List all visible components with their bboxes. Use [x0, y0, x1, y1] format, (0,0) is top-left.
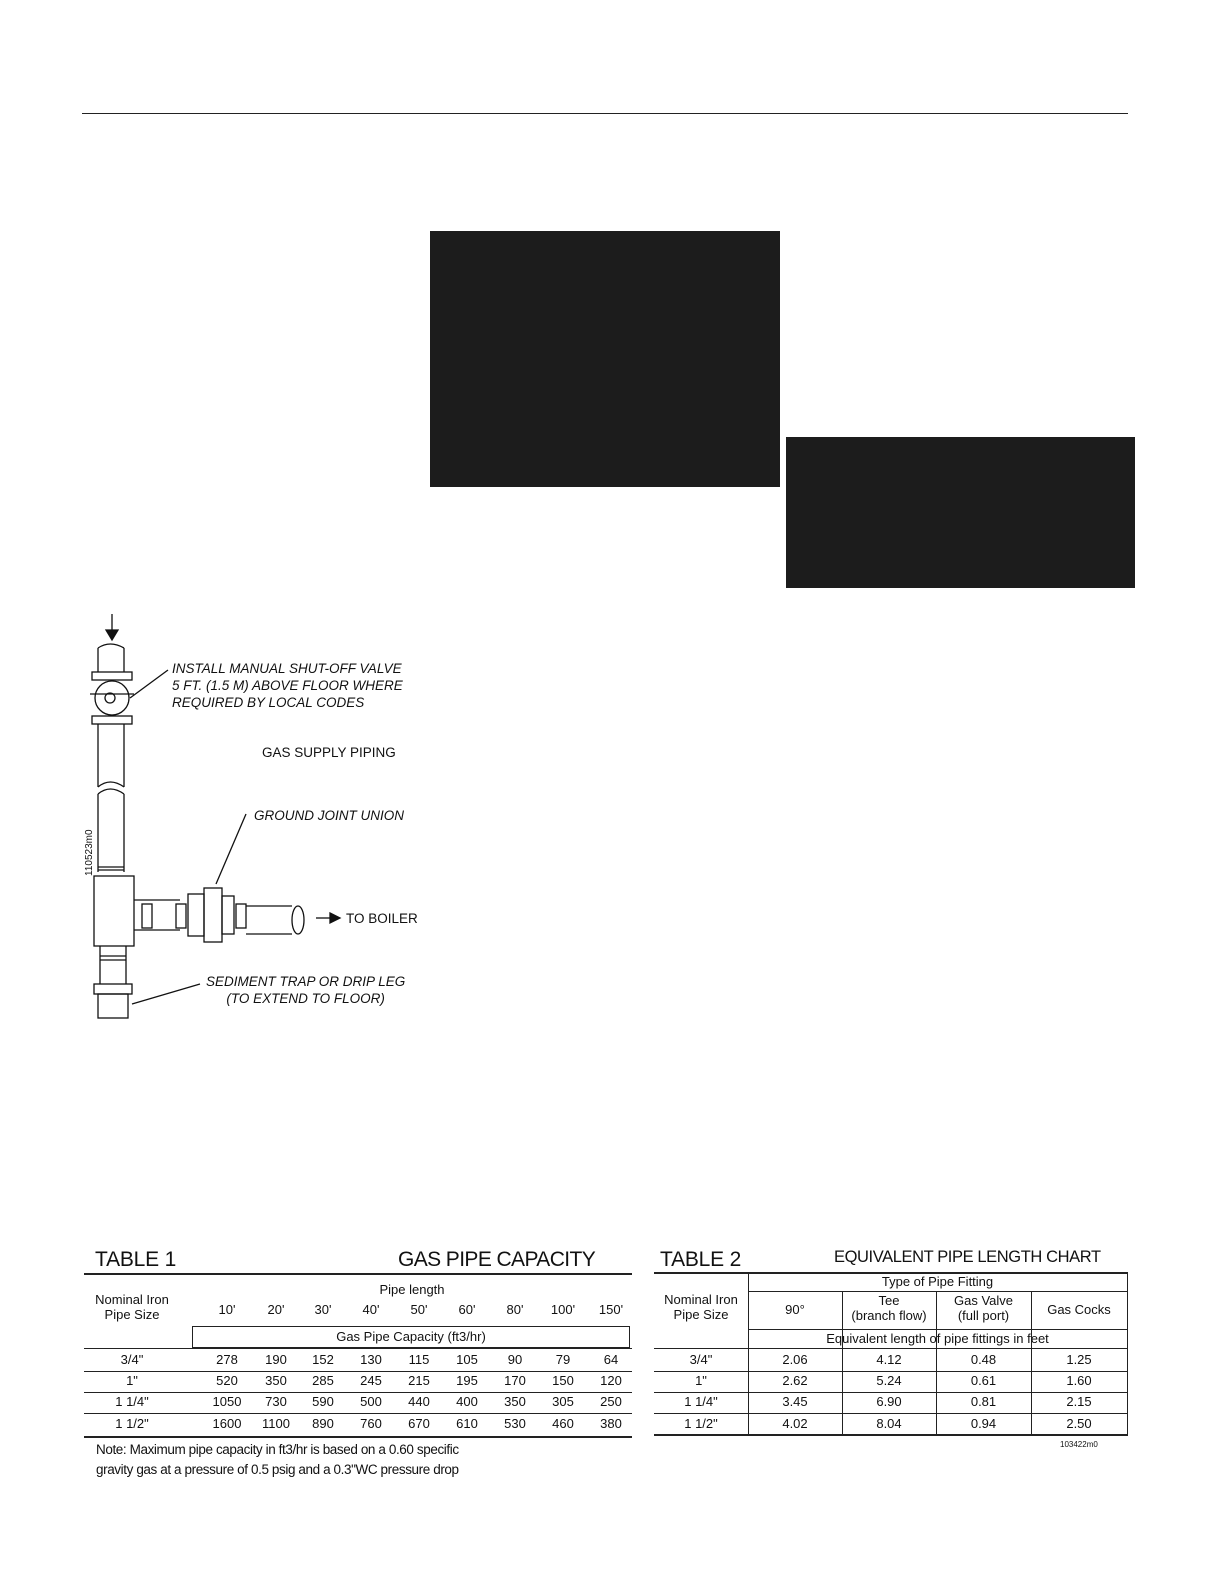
- table1-row-size: 1 1/4": [115, 1394, 149, 1409]
- table1-cell: 90: [507, 1352, 523, 1367]
- table2-row-size: 1 1/2": [684, 1416, 718, 1431]
- table2-row-rule: [654, 1371, 1128, 1372]
- table1-cell: 890: [312, 1416, 334, 1431]
- table1-cell: 610: [456, 1416, 478, 1431]
- table2-cell: 2.06: [782, 1352, 808, 1367]
- table2-row-size: 3/4": [689, 1352, 713, 1367]
- table2-cell: 2.15: [1066, 1394, 1092, 1409]
- table2-cell: 1.25: [1066, 1352, 1092, 1367]
- table1-top-rule: [84, 1273, 632, 1275]
- table1-cell: 350: [265, 1373, 287, 1388]
- table1-cell: 115: [408, 1352, 430, 1367]
- table1-cell: 760: [360, 1416, 382, 1431]
- table1-header-rule: [84, 1348, 632, 1349]
- table1-cell: 1100: [262, 1416, 290, 1431]
- table1-sub-header: Gas Pipe Capacity (ft3/hr): [336, 1329, 486, 1344]
- table2-caption: TABLE 2: [660, 1248, 742, 1271]
- table2-cell: 0.48: [970, 1352, 997, 1367]
- table2-cell: 0.61: [970, 1373, 997, 1388]
- table1-cell: 400: [456, 1394, 478, 1409]
- table1-bottom-rule: [84, 1436, 632, 1438]
- valve-label: INSTALL MANUAL SHUT-OFF VALVE 5 FT. (1.5 M) ABOVE FLOOR WHERE REQUIRED BY LOCAL CODES: [172, 661, 403, 710]
- table2-column-header: Gas Cocks: [1047, 1302, 1111, 1317]
- diagram-code: 110523m0: [84, 829, 95, 876]
- redacted-block: [786, 437, 1135, 588]
- table1-group-header: Pipe length: [379, 1282, 445, 1297]
- table1-row-size: 1 1/2": [115, 1416, 149, 1431]
- table1-cell: 520: [216, 1373, 238, 1388]
- table1-cell: 285: [312, 1373, 334, 1388]
- table2-sub-header: Equivalent length of pipe fittings in feet: [826, 1331, 1049, 1346]
- table1-column-header: 20': [267, 1302, 285, 1317]
- table1-cell: 460: [552, 1416, 574, 1431]
- table2-code: 103422m0: [1060, 1440, 1098, 1449]
- to-boiler-label: TO BOILER: [346, 911, 418, 926]
- table1-cell: 440: [408, 1394, 430, 1409]
- table1-cell: 1600: [212, 1416, 242, 1431]
- table2-cell: 4.02: [782, 1416, 808, 1431]
- table2-cell: 5.24: [876, 1373, 902, 1388]
- table2-cell: 0.81: [970, 1394, 997, 1409]
- table2-row-rule: [654, 1392, 1128, 1393]
- table1-caption: TABLE 1: [95, 1248, 177, 1271]
- table1-cell: 245: [360, 1373, 382, 1388]
- table1-cell: 195: [456, 1373, 478, 1388]
- table2-column-header: 90°: [785, 1302, 805, 1317]
- table1-column-header: 150': [598, 1302, 624, 1317]
- table1-cell: 730: [265, 1394, 287, 1409]
- table2-cell: 8.04: [876, 1416, 902, 1431]
- header-rule: [82, 113, 1128, 114]
- table1-row-header: Nominal Iron Pipe Size: [95, 1292, 169, 1322]
- table1-cell: 278: [216, 1352, 238, 1367]
- table1-cell: 215: [408, 1373, 430, 1388]
- table2-row-header: Nominal Iron Pipe Size: [664, 1292, 738, 1322]
- table2-column-header: Tee (branch flow): [851, 1293, 927, 1323]
- redacted-block: [430, 231, 780, 487]
- table1-column-header: 60': [458, 1302, 476, 1317]
- table2-cell: 1.60: [1066, 1373, 1092, 1388]
- table1-row-rule: [84, 1392, 632, 1393]
- table1-cell: 64: [603, 1352, 619, 1367]
- table1-cell: 350: [504, 1394, 526, 1409]
- supply-piping-label: GAS SUPPLY PIPING: [262, 745, 396, 760]
- table1-cell: 380: [600, 1416, 622, 1431]
- table2-row-rule: [654, 1413, 1128, 1414]
- table1-row-rule: [84, 1371, 632, 1372]
- table1-cell: 150: [552, 1373, 574, 1388]
- drip-leg-label: SEDIMENT TRAP OR DRIP LEG (TO EXTEND TO FLOOR): [206, 974, 406, 1006]
- table1-note-line1: Note: Maximum pipe capacity in ft3/hr is based on a 0.60 specific: [96, 1442, 459, 1457]
- table1-title: GAS PIPE CAPACITY: [398, 1248, 596, 1271]
- table1-column-header: 40': [362, 1302, 380, 1317]
- table1-cell: 120: [600, 1373, 622, 1388]
- table1-cell: 250: [600, 1394, 622, 1409]
- table1-cell: 79: [555, 1352, 571, 1367]
- table2-cell: 2.62: [782, 1373, 808, 1388]
- table1-column-header: 10': [218, 1302, 236, 1317]
- table1-row-size: 3/4": [120, 1352, 144, 1367]
- table2-row-size: 1 1/4": [684, 1394, 718, 1409]
- table1-cell: 530: [504, 1416, 526, 1431]
- table1-column-header: 50': [410, 1302, 428, 1317]
- gas-piping-diagram: [80, 612, 430, 1032]
- table1-cell: 105: [456, 1352, 478, 1367]
- table2-group-header: Type of Pipe Fitting: [881, 1274, 994, 1289]
- table1-row-rule: [84, 1413, 632, 1414]
- table1-cell: 500: [360, 1394, 382, 1409]
- table1-cell: 1050: [212, 1394, 242, 1409]
- table1-cell: 670: [408, 1416, 430, 1431]
- table2-cell: 3.45: [782, 1394, 808, 1409]
- table2-cell: 6.90: [876, 1394, 902, 1409]
- table1-column-header: 30': [314, 1302, 332, 1317]
- table2-cell: 4.12: [876, 1352, 902, 1367]
- table1-cell: 130: [360, 1352, 382, 1367]
- table1-cell: 190: [265, 1352, 287, 1367]
- table2-column-header: Gas Valve (full port): [953, 1293, 1013, 1323]
- table1-column-header: 100': [550, 1302, 576, 1317]
- table2-cell: 2.50: [1066, 1416, 1092, 1431]
- table2-cell: 0.94: [970, 1416, 997, 1431]
- union-label: GROUND JOINT UNION: [254, 808, 404, 823]
- table1-cell: 152: [312, 1352, 334, 1367]
- table2-bottom-rule: [654, 1434, 1128, 1436]
- table2-title: EQUIVALENT PIPE LENGTH CHART: [834, 1248, 1101, 1266]
- table1-cell: 590: [312, 1394, 334, 1409]
- table1-note-line2: gravity gas at a pressure of 0.5 psig and a 0.3"WC pressure drop: [96, 1462, 459, 1477]
- table2-row-size: 1": [695, 1373, 707, 1388]
- table1-column-header: 80': [506, 1302, 524, 1317]
- table1-cell: 305: [552, 1394, 574, 1409]
- table1-cell: 170: [504, 1373, 526, 1388]
- table1-row-size: 1": [126, 1373, 138, 1388]
